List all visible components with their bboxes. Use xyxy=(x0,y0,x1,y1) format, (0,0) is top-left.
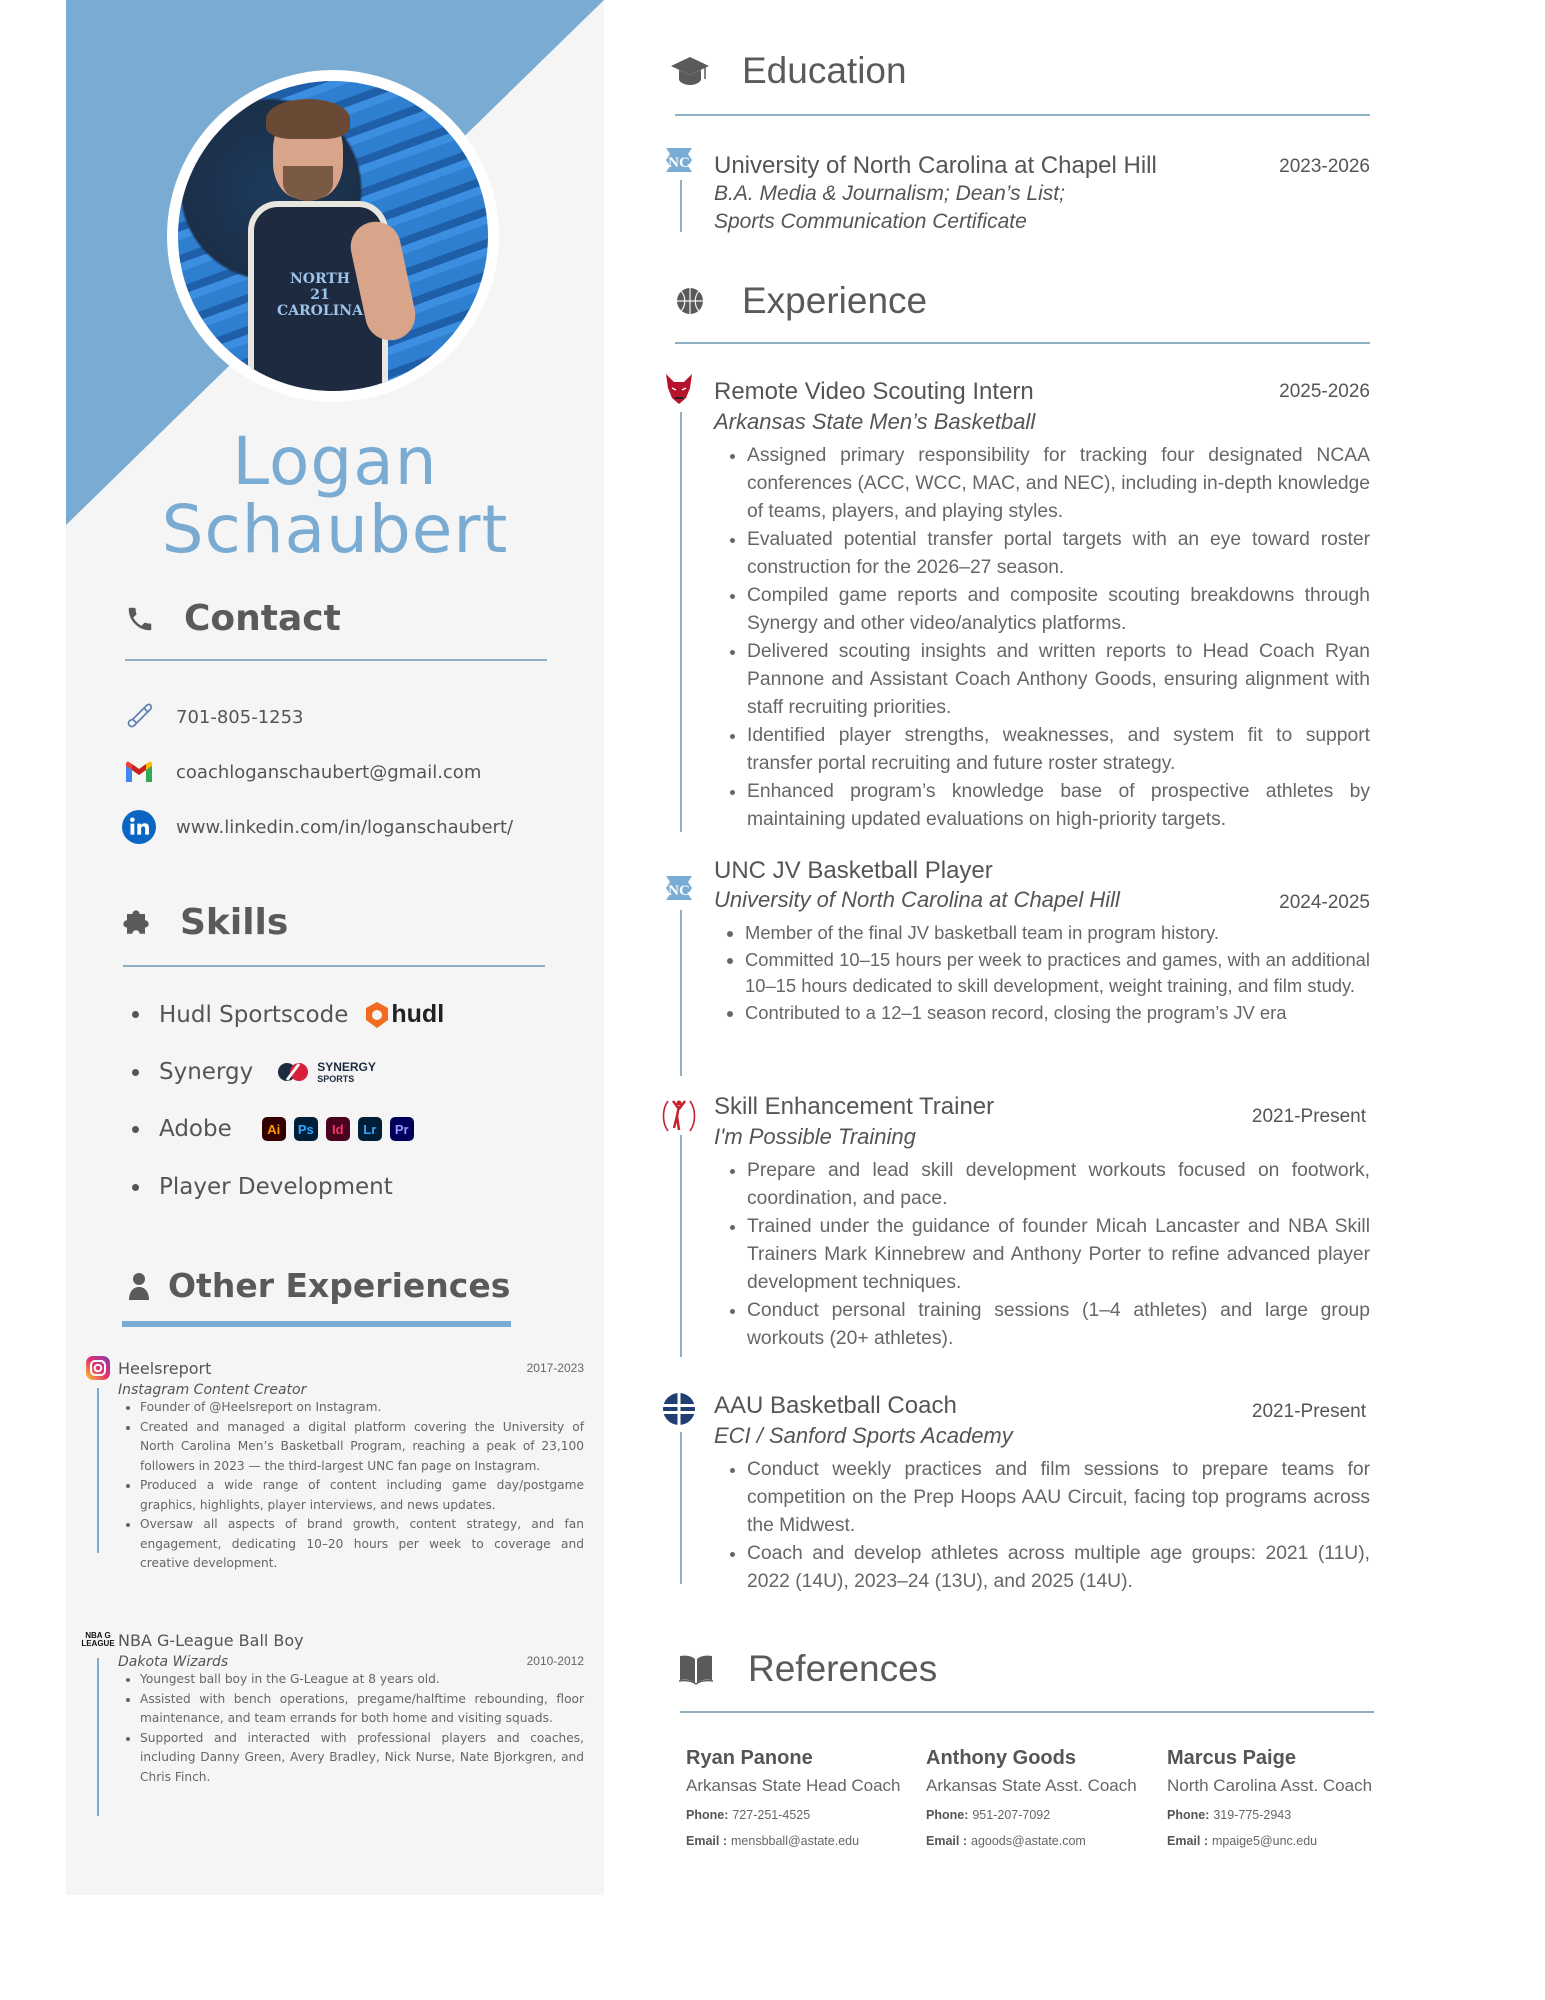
im-possible-training-icon xyxy=(660,1097,698,1135)
photoshop-icon: Ps xyxy=(294,1117,318,1141)
skill-label: Synergy xyxy=(159,1059,254,1085)
skill-item xyxy=(132,1174,393,1200)
book-icon xyxy=(676,1649,716,1689)
reference-email[interactable]: Email : agoods@astate.com xyxy=(926,1834,1086,1848)
svg-text:NC: NC xyxy=(668,155,690,171)
experience-heading xyxy=(670,280,927,322)
other-experience-bullets: • Founder of @Heelsreport on Instagram. • Created and managed a digital platform covering the University of North Carolina Men’s Basketball Program, reaching a peak of 23,100 followers in 2023 — the third-largest UNC fan page on Instagram. • Produced a wide range of content including game day/postgame graphics, highlights, player interviews, and news updates. • Oversaw all aspects of brand growth, content strategy, and fan engagement, dedicating 10–20 hours per week to coverage and creative development. xyxy=(118,1398,584,1574)
reference-phone: Phone: 951-207-7092 xyxy=(926,1808,1051,1822)
unc-logo-icon xyxy=(660,870,698,908)
job-org: I'm Possible Training xyxy=(714,1124,916,1149)
candidate-name xyxy=(66,423,604,568)
other-experiences-heading xyxy=(124,1266,510,1305)
nba-g-league-icon: NBA G LEAGUE xyxy=(81,1631,115,1648)
skill-label: Hudl Sportscode xyxy=(159,1001,349,1028)
job-title: UNC JV Basketball Player xyxy=(714,857,993,884)
job-date: 2025-2026 xyxy=(1279,381,1370,402)
education-item xyxy=(660,142,1370,242)
first-name: Logan xyxy=(232,423,438,500)
other-experience-title: NBA G-League Ball Boy xyxy=(118,1630,304,1650)
linkedin-url: www.linkedin.com/in/loganschaubert/ xyxy=(176,816,514,838)
reference-role: North Carolina Asst. Coach xyxy=(1167,1776,1373,1795)
reference-card xyxy=(1167,1747,1372,1848)
red-wolf-icon xyxy=(660,370,698,408)
experience-divider xyxy=(675,342,1370,344)
other-experiences-heading-text: Other Experiences xyxy=(168,1266,511,1305)
education-heading-text: Education xyxy=(742,50,907,91)
references-divider xyxy=(680,1711,1374,1713)
contact-phone[interactable] xyxy=(122,700,304,734)
job-date: 2021-Present xyxy=(1251,1106,1366,1127)
contact-heading xyxy=(122,598,341,639)
job-org: University of North Carolina at Chapel Hill xyxy=(714,887,1120,912)
premiere-icon: Pr xyxy=(390,1117,414,1141)
gmail-icon xyxy=(122,755,156,789)
education-heading xyxy=(670,50,907,92)
references-heading-text: References xyxy=(748,1648,938,1689)
skill-item xyxy=(132,1116,422,1142)
other-experience-item xyxy=(84,1354,584,1574)
job-title: AAU Basketball Coach xyxy=(714,1392,957,1419)
skill-item xyxy=(132,1000,444,1029)
phone-outline-icon xyxy=(122,700,156,734)
reference-role: Arkansas State Asst. Coach xyxy=(926,1776,1137,1795)
other-experiences-divider xyxy=(122,1321,511,1327)
contact-email[interactable] xyxy=(122,755,481,789)
other-experience-date: 2017-2023 xyxy=(526,1361,584,1375)
other-experience-item xyxy=(81,1626,584,1787)
contact-divider xyxy=(125,659,547,661)
experience-item xyxy=(660,1390,1370,1590)
instagram-icon xyxy=(84,1354,112,1382)
job-bullets: • Assigned primary responsibility for tracking four designated NCAA conferences (ACC, WCC, MAC, and NEC), including in-depth knowledge of teams, players, and playing styles. • Evaluated potential transfer portal targets with an eye toward roster construction for the 2026–27 season. • Compiled game reports and composite scouting breakdowns through Synergy and other video/analytics platforms. • Delivered scouting insights and written reports to Head Coach Ryan Pannone and Assistant Coach Anthony Goods, ensuring alignment with staff recruiting priorities. • Identified player strengths, weaknesses, and system fit to support transfer portal recruiting and future roster strategy. • Enhanced program’s knowledge base of prospective athletes by maintaining updated evaluations on high-priority targets. xyxy=(714,442,1370,834)
references-heading xyxy=(676,1648,937,1690)
linkedin-icon xyxy=(122,810,156,844)
certificate: Sports Communication Certificate xyxy=(714,210,1027,233)
job-bullets: • Member of the final JV basketball team in program history. • Committed 10–15 hours per week to practices and games, with an additional 10–15 hours dedicated to skill development, weight training, and film study. • Contributed to a 12–1 season record, closing the program’s JV era xyxy=(714,920,1370,1026)
skill-item xyxy=(132,1059,376,1085)
adobe-badges xyxy=(262,1117,422,1141)
reference-name: Marcus Paige xyxy=(1167,1747,1296,1769)
job-date: 2021-Present xyxy=(1251,1401,1366,1422)
other-experience-subtitle: Dakota Wizards xyxy=(118,1654,229,1670)
contact-linkedin[interactable] xyxy=(122,810,513,844)
reference-email[interactable]: Email : mpaige5@unc.edu xyxy=(1167,1834,1318,1848)
job-title: Remote Video Scouting Intern xyxy=(714,378,1034,405)
sanford-icon xyxy=(660,1390,698,1428)
experience-item xyxy=(660,370,1370,840)
skill-label: Player Development xyxy=(159,1174,393,1200)
hudl-logo: hudl xyxy=(364,1000,444,1029)
job-bullets: • Prepare and lead skill development workouts focused on footwork, coordination, and pace. • Trained under the guidance of founder Micah Lancaster and NBA Skill Trainers Mark Kinnebrew and Anthony Porter to refine advanced player development techniques. • Conduct personal training sessions (1–4 athletes) and large group workouts (20+ athletes). xyxy=(714,1157,1370,1353)
basketball-icon xyxy=(670,281,710,321)
degree: B.A. Media & Journalism; Dean’s List; xyxy=(714,182,1065,205)
illustrator-icon: Ai xyxy=(262,1117,286,1141)
graduation-cap-icon xyxy=(670,51,710,91)
phone-number: 701-805-1253 xyxy=(176,706,304,728)
lightroom-icon: Lr xyxy=(358,1117,382,1141)
reference-card xyxy=(686,1747,901,1848)
reference-card xyxy=(926,1747,1137,1848)
experience-item xyxy=(660,1093,1370,1363)
reference-phone: Phone: 727-251-4525 xyxy=(686,1808,811,1822)
user-icon xyxy=(124,1268,154,1304)
reference-role: Arkansas State Head Coach xyxy=(686,1776,901,1795)
job-title: Skill Enhancement Trainer xyxy=(714,1093,995,1120)
other-experience-date: 2010-2012 xyxy=(526,1654,584,1668)
school-name: University of North Carolina at Chapel Hill xyxy=(714,152,1157,179)
job-date: 2024-2025 xyxy=(1279,892,1370,913)
reference-phone: Phone: 319-775-2943 xyxy=(1167,1808,1292,1822)
unc-logo-icon xyxy=(660,142,698,180)
skills-heading-text: Skills xyxy=(180,902,289,943)
experience-item xyxy=(660,858,1370,1068)
skills-heading xyxy=(118,902,288,943)
experience-heading-text: Experience xyxy=(742,280,928,321)
indesign-icon: Id xyxy=(326,1117,350,1141)
contact-heading-text: Contact xyxy=(184,598,341,639)
email-address: coachloganschaubert@gmail.com xyxy=(176,761,482,783)
phone-icon xyxy=(122,601,158,637)
svg-text:NC: NC xyxy=(668,883,690,899)
reference-name: Ryan Panone xyxy=(686,1747,813,1769)
last-name: Schaubert xyxy=(161,491,509,568)
education-date: 2023-2026 xyxy=(1279,156,1370,177)
synergy-logo: SYNERGY SPORTS xyxy=(277,1060,376,1084)
puzzle-icon xyxy=(118,905,154,941)
other-experience-title: Heelsreport xyxy=(118,1358,212,1378)
profile-photo: NORTH 21 CAROLINA xyxy=(178,81,488,391)
education-divider xyxy=(675,114,1370,116)
skill-label: Adobe xyxy=(159,1116,232,1142)
skills-divider xyxy=(123,965,545,967)
other-experience-subtitle: Instagram Content Creator xyxy=(118,1382,307,1398)
sidebar xyxy=(66,0,604,1895)
reference-name: Anthony Goods xyxy=(926,1747,1076,1769)
job-bullets: • Conduct weekly practices and film sessions to prepare teams for competition on the Prep Hoops AAU Circuit, facing top programs across the Midwest. • Coach and develop athletes across multiple age groups: 2021 (11U), 2022 (14U), 2023–24 (13U), and 2025 (14U). xyxy=(714,1456,1370,1596)
other-experience-bullets: • Youngest ball boy in the G-League at 8 years old. • Assisted with bench operations, pregame/halftime rebounding, floor maintenance, and team errands for both home and visiting squads. • Supported and interacted with professional players and coaches, including Danny Green, Avery Bradley, Nick Nurse, Nate Bjorkgren, and Chris Finch. xyxy=(118,1670,584,1787)
job-org: Arkansas State Men’s Basketball xyxy=(714,409,1036,434)
job-org: ECI / Sanford Sports Academy xyxy=(714,1423,1013,1448)
reference-email[interactable]: Email : mensbball@astate.edu xyxy=(686,1834,860,1848)
